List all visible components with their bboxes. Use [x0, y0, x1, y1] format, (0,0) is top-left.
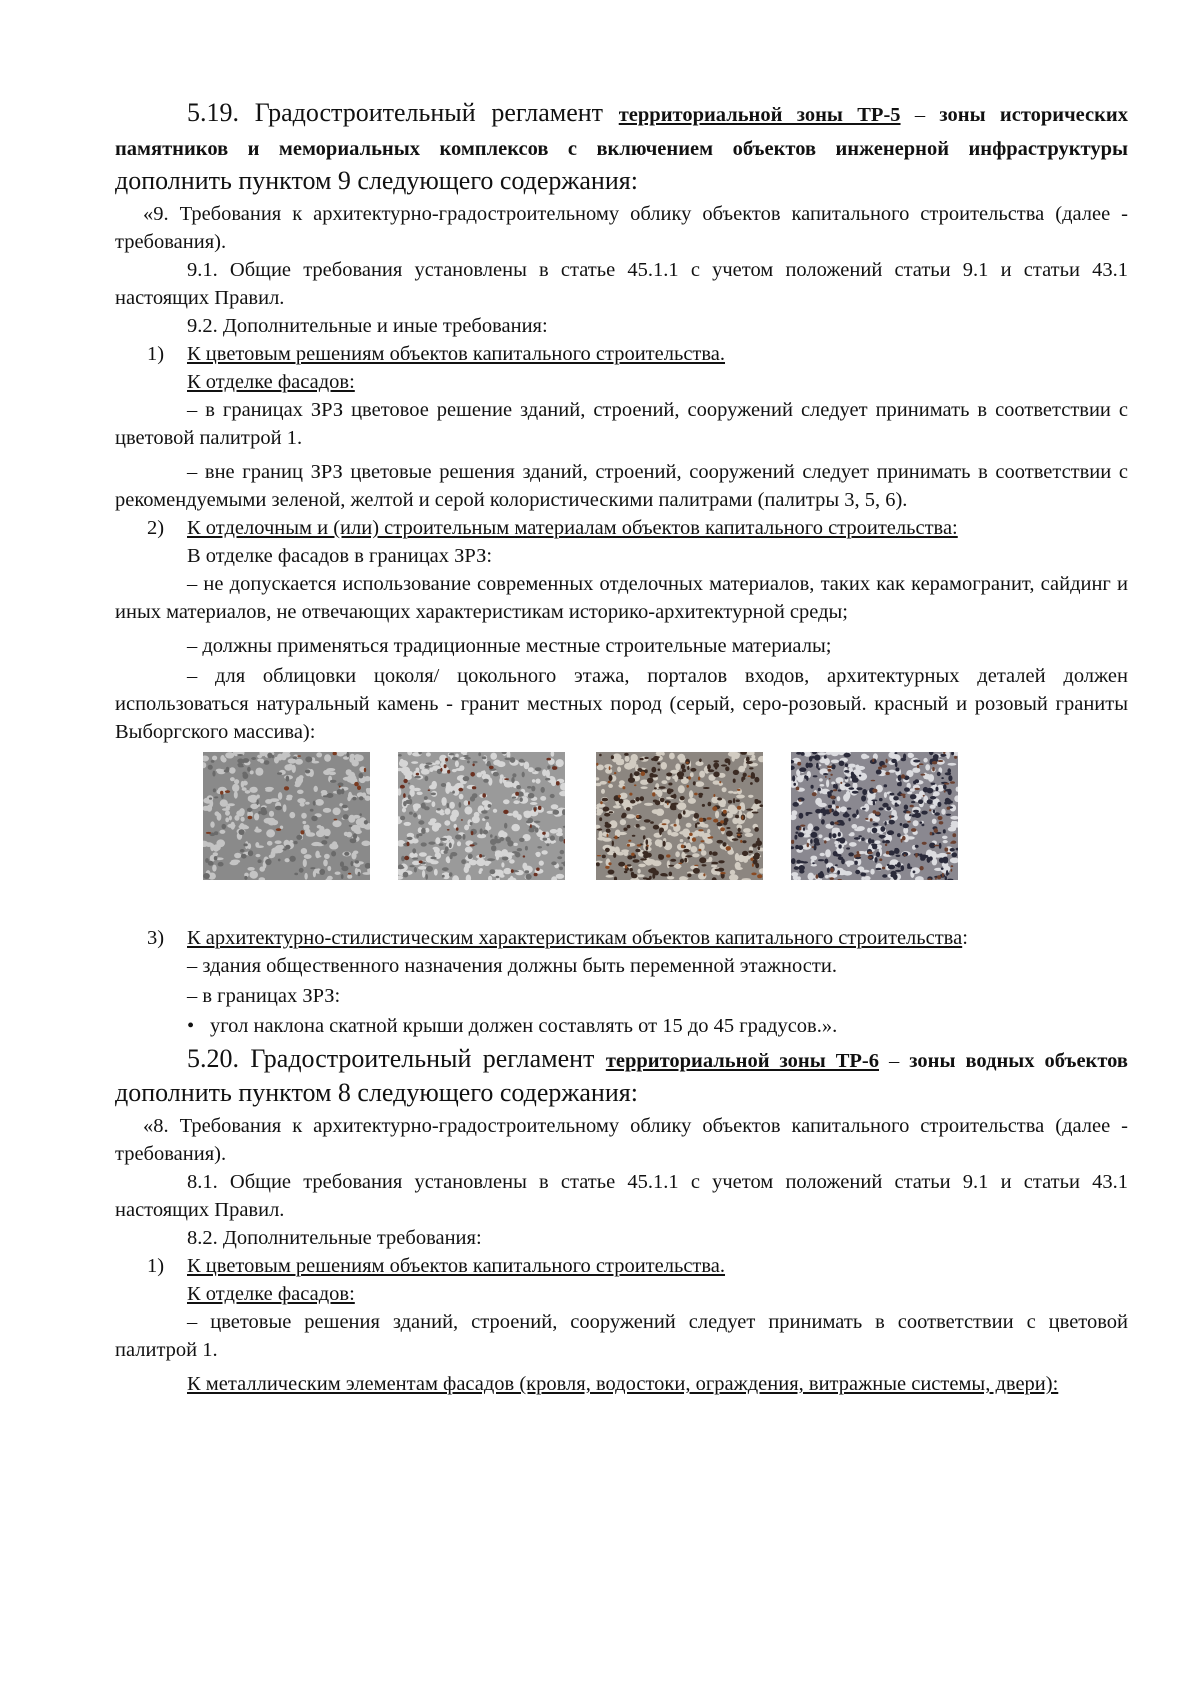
granite-samples	[115, 752, 1128, 912]
dash-item: – в границах ЗРЗ:	[187, 985, 341, 1007]
dash-item: – вне границ ЗРЗ цветовые решения зданий, строений, сооружений следует принимать в соответствии с рекомендуемыми зеленой, желтой и серой колористическими палитрами (палитры 3, 5, 6).	[115, 461, 1128, 511]
dash-item: – должны применяться традиционные местные строительные материалы;	[187, 635, 832, 657]
dash: –	[879, 1050, 910, 1072]
list-item-3: 3) К архитектурно-стилистическим характеристикам объектов капитального строительства:	[115, 924, 1128, 952]
dash: –	[900, 104, 940, 126]
granite-sample-pink	[791, 752, 958, 880]
subheading: К отделке фасадов:	[187, 1283, 355, 1305]
paragraph-8-1: 8.1. Общие требования установлены в статье 45.1.1 с учетом положений статьи 9.1 и статьи 43.1 настоящих Правил.	[115, 1171, 1128, 1221]
list-item-2	[115, 514, 1128, 542]
section-number: 5.19. Градостроительный регламент	[187, 98, 619, 127]
item-title: К цветовым решениям объектов капитального строительства.	[187, 343, 726, 365]
granite-sample-grey	[203, 752, 370, 880]
section-number: 5.20. Градостроительный регламент	[187, 1044, 606, 1073]
item-title: К отделочным и (или) строительным материалам объектов капитального строительства:	[187, 517, 958, 539]
bullet: •	[187, 1015, 195, 1037]
dash-item: – здания общественного назначения должны быть переменной этажности.	[187, 955, 837, 977]
dash-item: – в границах ЗРЗ цветовое решение зданий, строений, сооружений следует принимать в соответствии с цветовой палитрой 1.	[115, 399, 1128, 449]
item-number: 1)	[147, 1255, 165, 1277]
granite-sample-red	[596, 752, 763, 880]
dash-item: – цветовые решения зданий, строений, сооружений следует принимать в соответствии с цветовой палитрой 1.	[115, 1311, 1128, 1361]
section-5-19-heading	[115, 96, 1128, 198]
list-item-1	[115, 340, 1128, 368]
zone-name: территориальной зоны ТР-6	[605, 1050, 879, 1072]
zone-title: зоны водных объектов	[909, 1050, 1128, 1072]
document-page	[115, 96, 1128, 1398]
item-number: 1)	[147, 343, 165, 365]
zone-title: зоны исторических памятников и мемориальных комплексов с включением объектов инженерной инфраструктуры	[115, 104, 1128, 160]
subheading: К отделке фасадов:	[187, 371, 355, 393]
heading-tail: дополнить пунктом 9 следующего содержания:	[115, 166, 638, 195]
paragraph-8-2: 8.2. Дополнительные требования:	[187, 1227, 482, 1249]
section-5-20-heading	[115, 1042, 1128, 1110]
bullet-item: • угол наклона скатной крыши должен составлять от 15 до 45 градусов.».	[115, 1012, 1128, 1040]
item-number: 2)	[147, 517, 165, 539]
paragraph-9-1: 9.1. Общие требования установлены в статье 45.1.1 с учетом положений статьи 9.1 и статьи 43.1 настоящих Правил.	[115, 259, 1128, 309]
list-item-1	[115, 1252, 1128, 1280]
item-title: К цветовым решениям объектов капитального строительства.	[187, 1255, 726, 1277]
item-title: К архитектурно-стилистическим характеристикам объектов капитального строительства	[187, 927, 963, 949]
zone-name: территориальной зоны ТР-5	[618, 104, 901, 126]
dash-item: – для облицовки цоколя/ цокольного этажа, порталов входов, архитектурных деталей должен использоваться натуральный камень - гранит местных пород (серый, серо-розовый. красный и розовый граниты Выборгского массива):	[115, 665, 1128, 743]
paragraph-8: «8. Требования к архитектурно-градостроительному облику объектов капитального строительства (далее - требования).	[115, 1115, 1128, 1165]
paragraph-9: «9. Требования к архитектурно-градостроительному облику объектов капитального строительства (далее - требования).	[115, 203, 1128, 253]
granite-sample-grey-pink	[398, 752, 565, 880]
paragraph-9-2: 9.2. Дополнительные и иные требования:	[187, 315, 548, 337]
metal-elements-heading: К металлическим элементам фасадов (кровля, водостоки, ограждения, витражные системы, двери):	[187, 1373, 1059, 1395]
heading-tail: дополнить пунктом 8 следующего содержания:	[115, 1078, 638, 1107]
dash-item: – не допускается использование современных отделочных материалов, таких как керамогранит, сайдинг и иных материалов, не отвечающих характеристикам историко-архитектурной среды;	[115, 573, 1128, 623]
subheading: В отделке фасадов в границах ЗРЗ:	[187, 545, 493, 567]
item-number: 3)	[147, 927, 165, 949]
